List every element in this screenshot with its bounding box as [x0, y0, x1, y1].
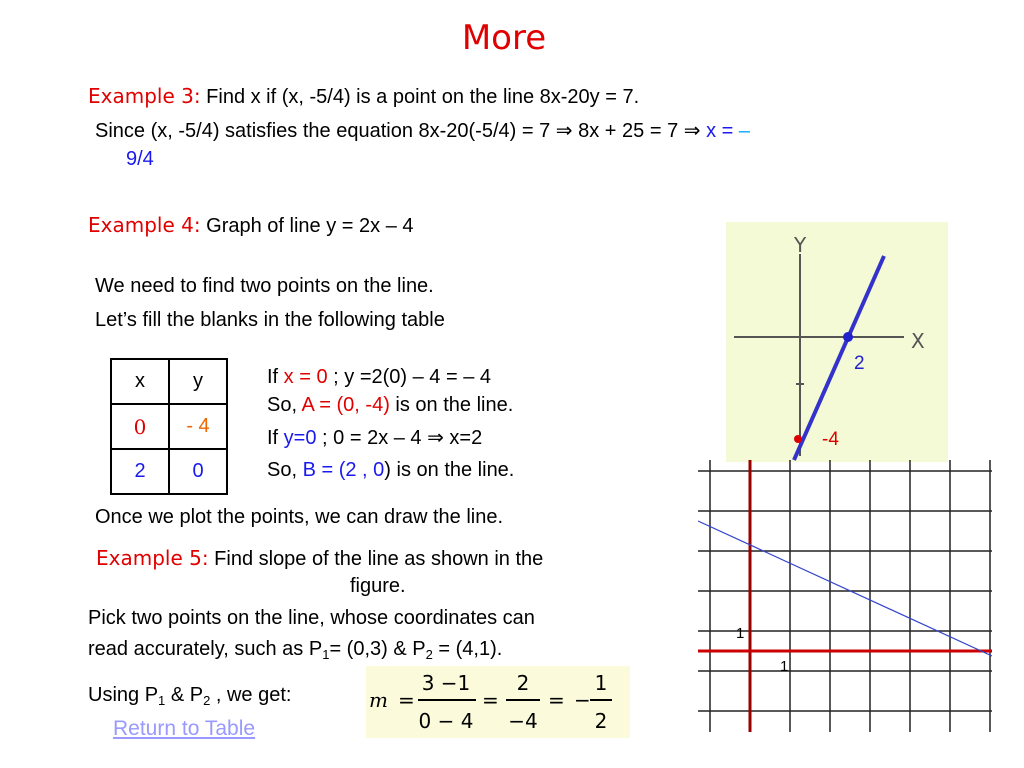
return-to-table-link[interactable]: Return to Table: [113, 717, 256, 740]
example-4-label: Example 4:: [88, 213, 201, 237]
label-neg4: -4: [822, 429, 839, 450]
formula-den2: −4: [508, 709, 538, 733]
implies-arrow-icon: ⇒: [683, 120, 701, 142]
example-5-heading: [96, 546, 543, 571]
point-b-y: 0: [373, 459, 385, 481]
so-point-a-line: [267, 394, 513, 417]
page-title: More: [461, 18, 547, 58]
table-cell: 0: [169, 449, 227, 494]
example-3-question: Find x if (x, -5/4) is a point on the line 8x-20y = 7.: [206, 86, 640, 108]
table-header-y: y: [169, 359, 227, 404]
formula-eq: =: [482, 688, 499, 712]
label-2: 2: [854, 353, 865, 374]
if-calc: ; 0 = 2x – 4: [316, 427, 428, 449]
table-row: [111, 449, 227, 494]
example-4-heading: [88, 213, 414, 238]
formula-m: m: [369, 688, 388, 712]
formula-den3: 2: [594, 709, 608, 733]
example-3-step: 8x + 25 = 7: [578, 120, 679, 142]
formula-num3: 1: [594, 671, 608, 695]
line-graph: [726, 222, 948, 462]
if-y-zero-line: [267, 425, 482, 450]
if-condition: y=0: [283, 427, 317, 449]
table-cell: - 4: [169, 404, 227, 449]
formula-num1: 3 −1: [421, 671, 471, 695]
example-3-answer-sign: –: [738, 120, 751, 142]
so-text: So,: [267, 459, 303, 481]
pick-text: read accurately, such as P: [88, 638, 323, 660]
implies-arrow-icon: ⇒: [427, 427, 444, 449]
table-cell: 2: [111, 449, 169, 494]
using-text: & P: [165, 684, 204, 706]
grid-label-x1: 1: [780, 658, 789, 675]
if-text: If: [267, 427, 284, 449]
if-result: x=2: [443, 427, 483, 449]
so-post: is on the line.: [389, 394, 514, 416]
table-header-x: x: [111, 359, 169, 404]
pick-line-1: Pick two points on the line, whose coordinates can: [88, 607, 535, 629]
slope-formula: [366, 666, 630, 738]
example-3-answer-value: 9/4: [126, 148, 154, 170]
point-b: B = (2 ,: [302, 459, 374, 481]
subscript: 2: [203, 693, 211, 708]
table-header-row: [111, 359, 227, 404]
pick-text: = (4,1).: [432, 638, 503, 660]
table-cell: 0: [111, 404, 169, 449]
example-5-question: Find slope of the line as shown in the: [214, 548, 544, 570]
point-b-marker: [843, 332, 853, 342]
example-5-label: Example 5:: [96, 546, 209, 570]
so-point-b-line: [267, 459, 514, 482]
subscript: 2: [425, 647, 433, 662]
formula-neg: −: [574, 688, 591, 712]
example-3-since: Since (x, -5/4) satisfies the equation 8x-20(-5/4) = 7: [95, 120, 551, 142]
y-axis-label: Y: [794, 233, 807, 257]
example-3-solution: [95, 118, 750, 143]
point-a-marker: [794, 435, 802, 443]
using-line: [88, 684, 291, 708]
formula-eq: =: [548, 688, 565, 712]
point-a: A = (0, -4): [301, 394, 390, 416]
example-4-line-2: Let’s fill the blanks in the following table: [95, 309, 445, 331]
grid-lines: [698, 460, 992, 732]
example-4-question: Graph of line y = 2x – 4: [206, 215, 414, 237]
xy-table: [110, 358, 228, 495]
formula-eq: =: [398, 688, 415, 712]
subscript: 1: [322, 647, 330, 662]
so-post: ) is on the line.: [384, 459, 515, 481]
formula-num2: 2: [516, 671, 530, 695]
grid-label-y1: 1: [736, 625, 745, 642]
x-axis-label: X: [911, 329, 925, 353]
using-text: , we get:: [210, 684, 292, 706]
pick-text: = (0,3) & P: [329, 638, 426, 660]
example-4-line-1: We need to find two points on the line.: [95, 275, 434, 297]
table-row: [111, 404, 227, 449]
example-3-label: Example 3:: [88, 84, 201, 108]
plot-line-text: Once we plot the points, we can draw the line.: [95, 506, 504, 528]
so-text: So,: [267, 394, 302, 416]
implies-arrow-icon: ⇒: [555, 120, 573, 142]
if-x-zero-line: [267, 366, 491, 389]
formula-den1: 0 − 4: [418, 709, 474, 733]
using-text: Using P: [88, 684, 159, 706]
if-calc: ; y =2(0) – 4 = – 4: [327, 366, 492, 388]
pick-line-2: [88, 638, 502, 662]
example-5-question-end: figure.: [350, 575, 406, 597]
grid-graph: [698, 460, 992, 732]
subscript: 1: [158, 693, 166, 708]
example-3-answer-label: x =: [706, 120, 734, 142]
if-text: If: [267, 366, 284, 388]
example-3-heading: [88, 84, 639, 109]
if-condition: x = 0: [283, 366, 328, 388]
